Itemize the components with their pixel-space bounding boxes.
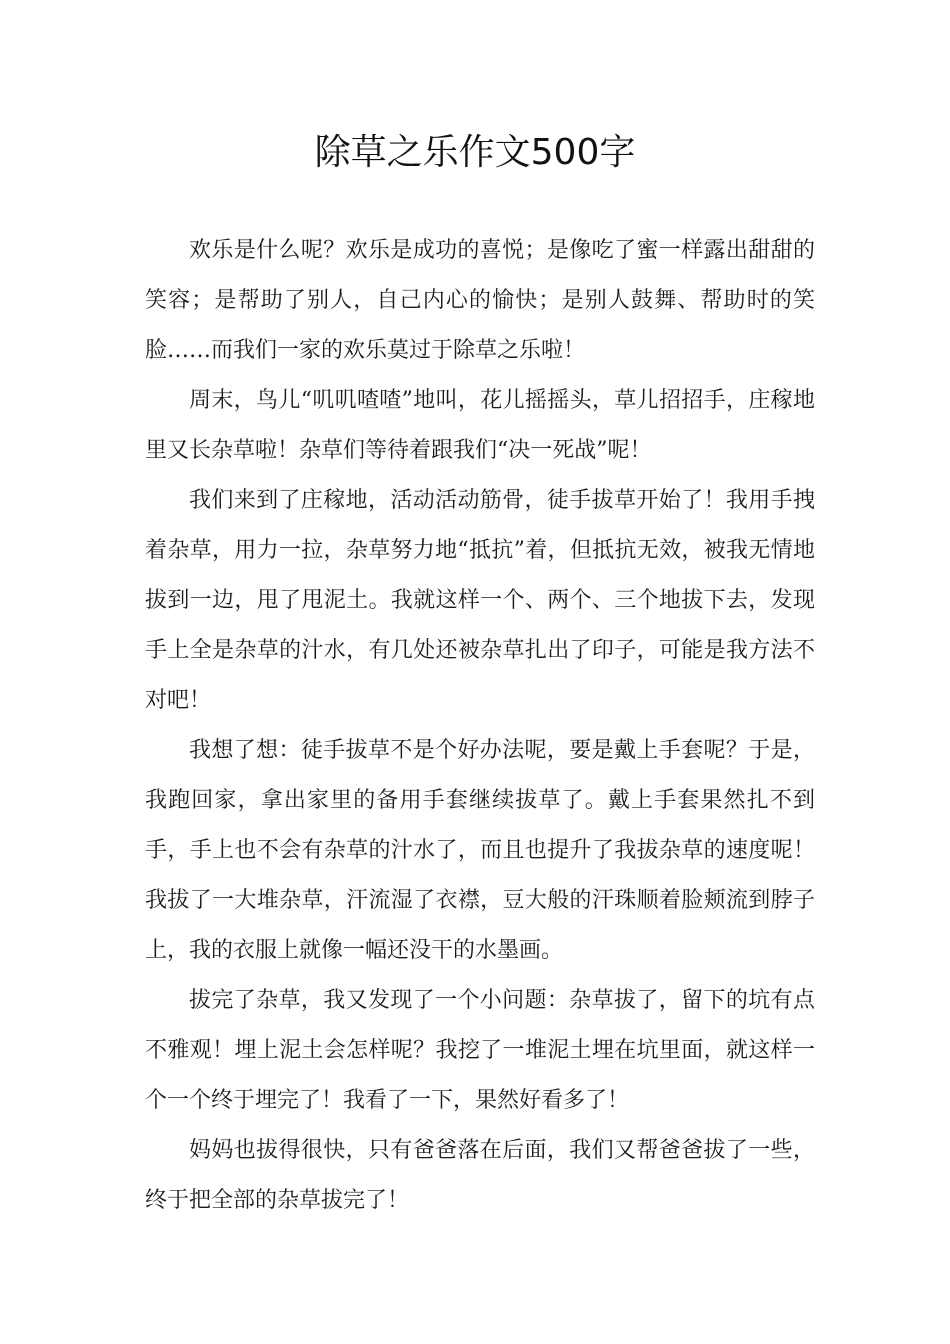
paragraph-2: 周末，鸟儿“叽叽喳喳”地叫，花儿摇摇头，草儿招招手，庄稼地里又长杂草啦！杂草们等待着跟我们“决一死战”呢！ [145, 388, 815, 463]
paragraph-6: 妈妈也拔得很快，只有爸爸落在后面，我们又帮爸爸拔了一些，终于把全部的杂草拔完了！ [145, 1138, 815, 1213]
page-title: 除草之乐作文500字 [314, 132, 636, 173]
paragraph-5: 拔完了杂草，我又发现了一个小问题：杂草拔了，留下的坑有点不雅观！埋上泥土会怎样呢？我挖了一堆泥土埋在坑里面，就这样一个一个终于埋完了！我看了一下，果然好看多了！ [145, 988, 815, 1113]
paragraph-3: 我们来到了庄稼地，活动活动筋骨，徒手拔草开始了！我用手拽着杂草，用力一拉，杂草努力地“抵抗”着，但抵抗无效，被我无情地拔到一边，甩了甩泥土。我就这样一个、两个、三个地拔下去，发现手上全是杂草的汁水，有几处还被杂草扎出了印子，可能是我方法不对吧！ [145, 488, 815, 713]
paragraph-4: 我想了想：徒手拔草不是个好办法呢，要是戴上手套呢？于是，我跑回家，拿出家里的备用手套继续拔草了。戴上手套果然扎不到手，手上也不会有杂草的汁水了，而且也提升了我拔杂草的速度呢！我拔了一大堆杂草，汗流湿了衣襟，豆大般的汗珠顺着脸颊流到脖子上，我的衣服上就像一幅还没干的水墨画。 [145, 738, 815, 963]
essay-body [145, 226, 815, 1226]
paragraph-1: 欢乐是什么呢？欢乐是成功的喜悦；是像吃了蜜一样露出甜甜的笑容；是帮助了别人，自己内心的愉快；是别人鼓舞、帮助时的笑脸……而我们一家的欢乐莫过于除草之乐啦！ [145, 238, 815, 363]
